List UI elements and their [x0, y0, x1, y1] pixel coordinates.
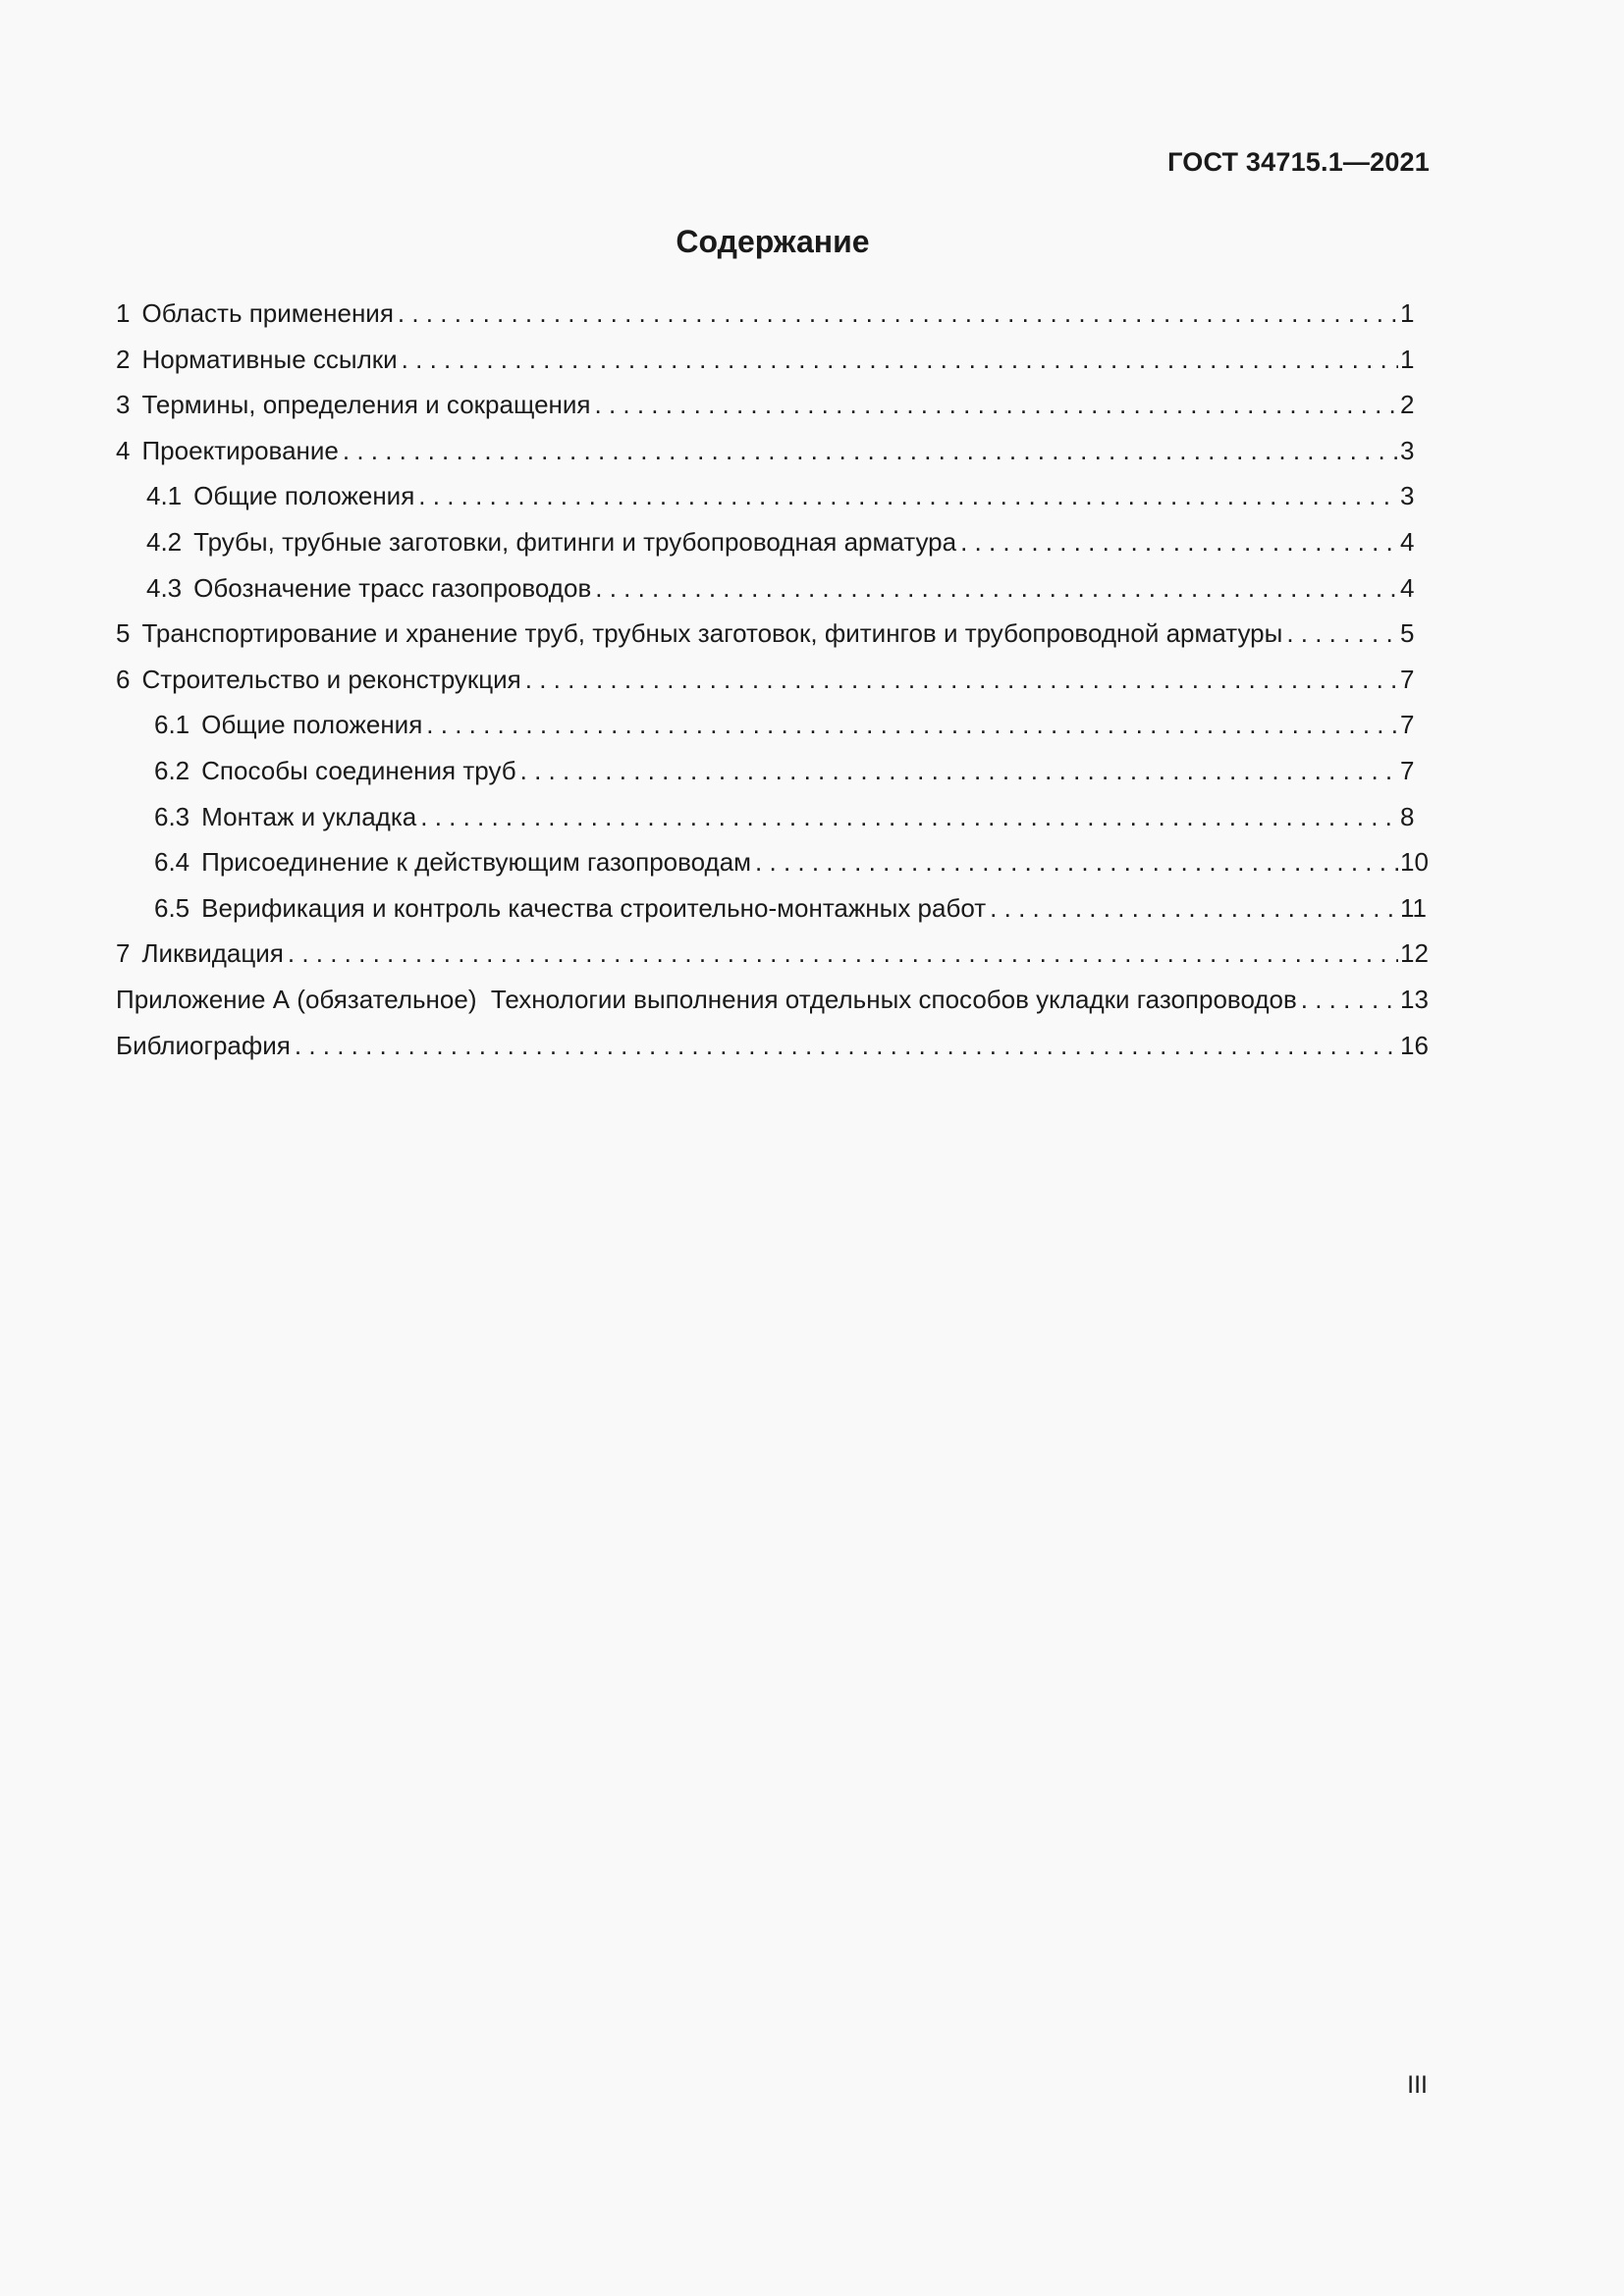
toc-dot-leader	[426, 710, 1398, 740]
toc-subentry[interactable]	[116, 802, 1430, 848]
page-number: III	[1407, 2071, 1428, 2099]
toc-entry-page: 11	[1400, 892, 1427, 923]
toc-entry[interactable]	[116, 390, 1430, 436]
toc-entry-page: 2	[1400, 390, 1415, 420]
toc-entry[interactable]	[116, 618, 1430, 665]
table-of-contents	[116, 298, 1430, 1076]
toc-entry-number: 7	[116, 938, 131, 969]
toc-entry-page: 7	[1400, 710, 1415, 740]
toc-entry-number: 4.3	[146, 572, 183, 603]
toc-entry-number: 1	[116, 298, 131, 328]
toc-subentry[interactable]	[116, 756, 1430, 802]
toc-entry-page: 13	[1400, 984, 1429, 1014]
toc-entry-number: 6.3	[154, 801, 190, 831]
toc-entry-page: 12	[1400, 938, 1429, 969]
toc-entry-page: 4	[1400, 572, 1415, 603]
toc-entry[interactable]	[116, 665, 1430, 711]
toc-entry-number: 6.2	[154, 755, 190, 785]
toc-entry-title: Область применения	[141, 298, 394, 328]
toc-entry-title: Ликвидация	[141, 938, 284, 969]
toc-entry-number: 6.1	[154, 710, 190, 740]
toc-entry-number: 5	[116, 618, 131, 649]
toc-dot-leader	[525, 665, 1398, 695]
toc-dot-leader	[595, 573, 1398, 604]
toc-entry-title: Термины, определения и сокращения	[141, 390, 591, 420]
toc-subentry[interactable]	[116, 847, 1430, 893]
toc-entry-page: 3	[1400, 481, 1415, 511]
toc-entry-appendix[interactable]	[116, 985, 1430, 1031]
toc-entry-title: Общие положения	[201, 710, 423, 740]
toc-dot-leader	[520, 756, 1398, 786]
toc-entry-number: 4	[116, 435, 131, 465]
toc-entry-page: 5	[1400, 618, 1415, 649]
toc-dot-leader	[1286, 618, 1398, 649]
toc-dot-leader	[418, 481, 1398, 511]
toc-entry-title: Способы соединения труб	[201, 755, 516, 785]
document-code: ГОСТ 34715.1—2021	[1167, 147, 1430, 177]
toc-dot-leader	[755, 847, 1398, 878]
toc-subentry[interactable]	[116, 573, 1430, 619]
toc-entry[interactable]	[116, 436, 1430, 482]
toc-entry-page: 3	[1400, 435, 1415, 465]
toc-entry-title: Проектирование	[141, 435, 339, 465]
toc-dot-leader	[960, 527, 1398, 558]
toc-dot-leader	[420, 802, 1398, 832]
toc-entry-title: Присоединение к действующим газопроводам	[201, 847, 752, 878]
toc-title: Содержание	[676, 224, 870, 259]
toc-subentry[interactable]	[116, 481, 1430, 527]
toc-entry-number: 6.4	[154, 847, 190, 878]
toc-dot-leader	[288, 938, 1398, 969]
toc-dot-leader	[398, 298, 1398, 329]
toc-entry-page: 7	[1400, 664, 1415, 694]
toc-entry-title: Трубы, трубные заготовки, фитинги и трубопроводная арматура	[193, 526, 957, 557]
toc-entry-number: 4.1	[146, 481, 183, 511]
toc-dot-leader	[595, 390, 1399, 420]
toc-entry-page: 1	[1400, 298, 1415, 328]
toc-entry-title: Общие положения	[193, 481, 415, 511]
toc-entry-title: Монтаж и укладка	[201, 801, 417, 831]
toc-entry-title: Транспортирование и хранение труб, трубных заготовок, фитингов и трубопроводной арматуры	[141, 618, 1283, 649]
toc-entry-page: 7	[1400, 755, 1415, 785]
toc-entry[interactable]	[116, 298, 1430, 345]
toc-entry-title: Библиография	[116, 1030, 291, 1060]
toc-entry-page: 10	[1400, 847, 1429, 878]
toc-entry-title: Строительство и реконструкция	[141, 664, 521, 694]
toc-dot-leader	[990, 893, 1398, 924]
toc-entry-page: 16	[1400, 1030, 1429, 1060]
toc-subentry[interactable]	[116, 527, 1430, 573]
toc-entry-page: 4	[1400, 526, 1415, 557]
toc-entry-number: 6.5	[154, 892, 190, 923]
toc-entry-page: 8	[1400, 801, 1415, 831]
toc-entry-number: 2	[116, 344, 131, 374]
toc-entry-number: 4.2	[146, 526, 183, 557]
toc-entry-number: 6	[116, 664, 131, 694]
toc-entry-title: Нормативные ссылки	[141, 344, 398, 374]
toc-subentry[interactable]	[116, 893, 1430, 939]
toc-dot-leader	[295, 1031, 1398, 1061]
toc-entry[interactable]	[116, 345, 1430, 391]
toc-entry-title: Обозначение трасс газопроводов	[193, 572, 592, 603]
toc-dot-leader	[402, 345, 1398, 375]
toc-entry-number: 3	[116, 390, 131, 420]
toc-entry-title: Приложение А (обязательное) Технологии выполнения отдельных способов укладки газопроводов	[116, 984, 1297, 1014]
toc-dot-leader	[1301, 985, 1398, 1015]
toc-entry-bibliography[interactable]	[116, 1031, 1430, 1077]
toc-subentry[interactable]	[116, 710, 1430, 756]
toc-entry[interactable]	[116, 938, 1430, 985]
toc-dot-leader	[343, 436, 1398, 466]
toc-entry-page: 1	[1400, 344, 1415, 374]
toc-entry-title: Верификация и контроль качества строительно-монтажных работ	[201, 892, 987, 923]
